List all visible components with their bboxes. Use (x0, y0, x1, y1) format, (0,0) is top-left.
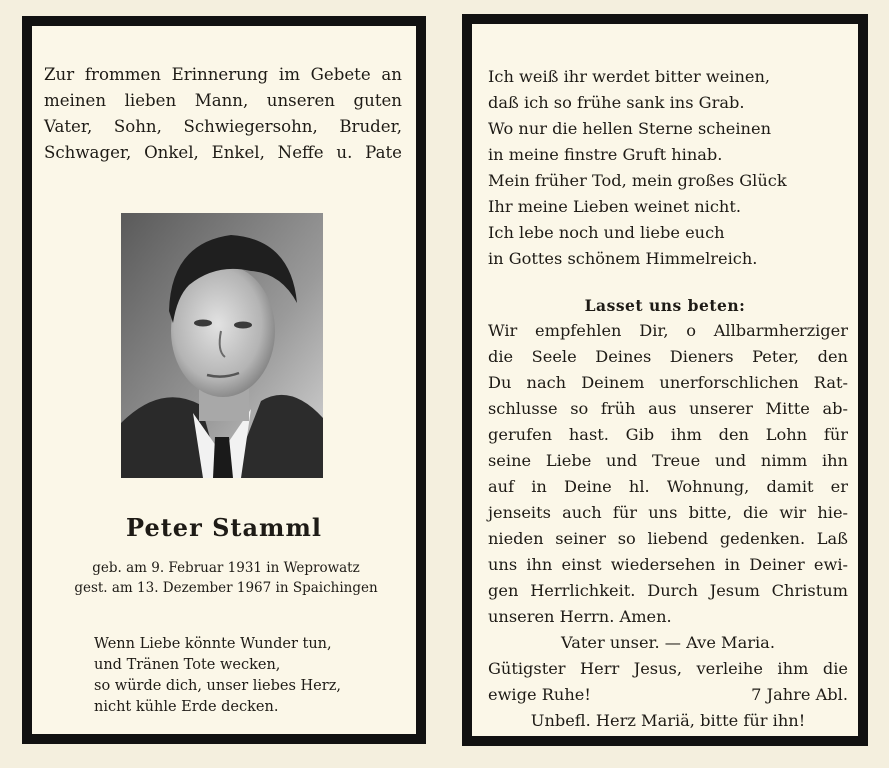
poem-line: Ich weiß ihr werdet bitter weinen, (488, 67, 771, 86)
right-card (462, 14, 868, 746)
poem (488, 64, 848, 272)
poem-line: Ich lebe noch und liebe euch (488, 223, 725, 242)
poem-line: daß ich so frühe sank ins Grab. (488, 93, 745, 112)
prayer-line: nieden seiner so liebend gedenken. Laß (488, 529, 848, 548)
verse-line: nicht kühle Erde decken. (94, 699, 279, 715)
ewige-ruhe-text: ewige Ruhe! (488, 685, 591, 704)
indulgence-text: 7 Jahre Abl. (751, 685, 848, 704)
dedication-line: Zur frommen Erinnerung im Gebete an (44, 65, 402, 84)
closing-line: Unbefl. Herz Mariä, bitte für ihn! (530, 711, 806, 730)
verse-line: Wenn Liebe könnte Wunder tun, (94, 636, 332, 652)
vater-unser-line: Vater unser. — Ave Maria. (561, 633, 775, 652)
dedication-line: Vater, Sohn, Schwiegersohn, Bruder, (44, 117, 402, 136)
prayer-heading: Lasset uns beten: (584, 296, 746, 315)
prayer-line: die Seele Deines Dieners Peter, den (488, 347, 848, 366)
prayer-line: Du nach Deinem unerforschlichen Rat- (488, 373, 848, 392)
closing-line-indulgence (488, 682, 848, 708)
portrait-photo (121, 213, 323, 478)
prayer-line: auf in Deine hl. Wohnung, damit er (488, 477, 848, 496)
prayer-line: schlusse so früh aus unserer Mitte ab- (488, 399, 848, 418)
life-dates (56, 558, 396, 598)
birth-line: geb. am 9. Februar 1931 in Weprowatz (92, 560, 360, 576)
prayer-line: seine Liebe und Treue und nimm ihn (488, 451, 848, 470)
poem-line: Mein früher Tod, mein großes Glück (488, 171, 787, 190)
prayer-text (488, 318, 848, 734)
dedication-line: meinen lieben Mann, unseren guten (44, 91, 402, 110)
deceased-name: Peter Stamml (126, 513, 322, 542)
prayer-line: unseren Herrn. Amen. (488, 607, 672, 626)
prayer-line: gerufen hast. Gib ihm den Lohn für (488, 425, 848, 444)
verse-line: so würde dich, unser liebes Herz, (94, 678, 341, 694)
prayer-line: uns ihn einst wiedersehen in Deiner ewi- (488, 555, 848, 574)
poem-line: Ihr meine Lieben weinet nicht. (488, 197, 741, 216)
left-card (22, 16, 426, 744)
verse-line: und Tränen Tote wecken, (94, 657, 281, 673)
poem-line: Wo nur die hellen Sterne scheinen (488, 119, 771, 138)
dedication-line: Schwager, Onkel, Enkel, Neffe u. Pate (44, 143, 402, 162)
closing-line: Gütigster Herr Jesus, verleihe ihm die (488, 659, 848, 678)
prayer-line: gen Herrlichkeit. Durch Jesum Christum (488, 581, 848, 600)
poem-line: in Gottes schönem Himmelreich. (488, 249, 758, 268)
dedication-text (44, 62, 402, 166)
death-line: gest. am 13. Dezember 1967 in Spaichingen (74, 580, 378, 596)
poem-line: in meine finstre Gruft hinab. (488, 145, 723, 164)
prayer-line: jenseits auch für uns bitte, die wir hie- (488, 503, 848, 522)
memorial-verse (94, 634, 384, 718)
prayer-line: Wir empfehlen Dir, o Allbarmherziger (488, 321, 848, 340)
